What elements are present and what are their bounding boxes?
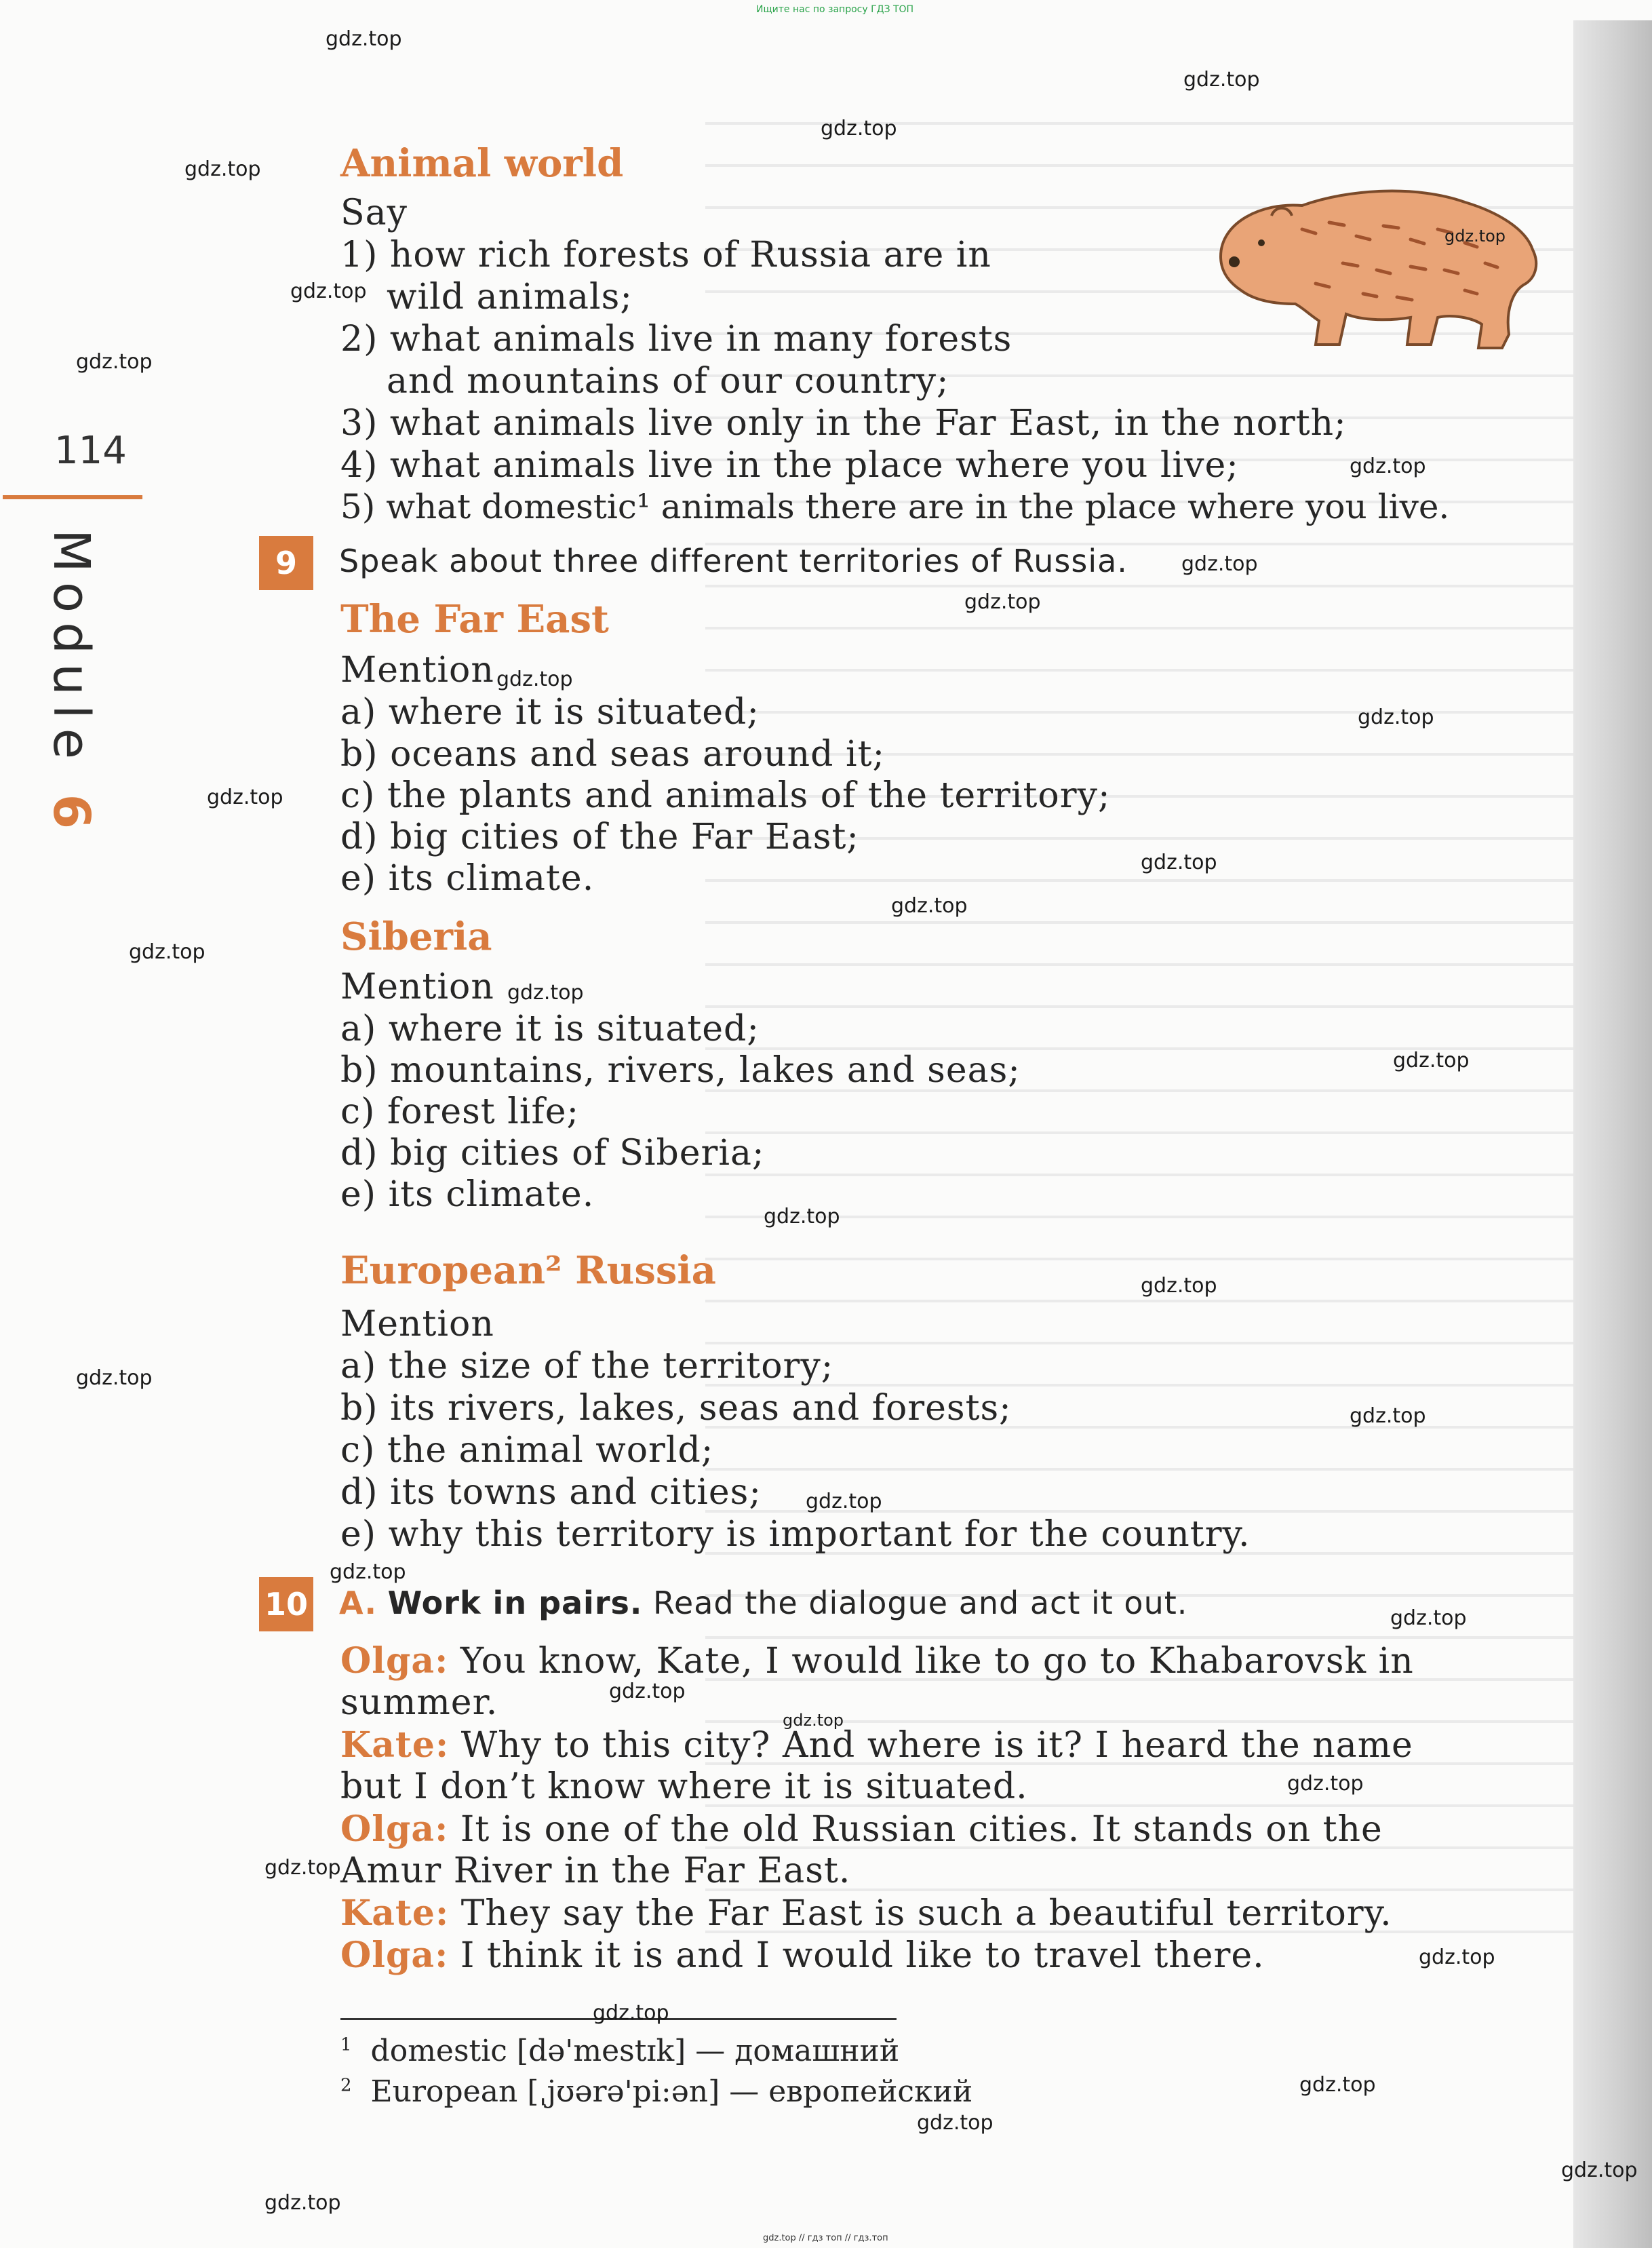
dialogue-speaker: Olga: — [340, 1935, 449, 1976]
task-9-instruction: Speak about three different territories of Russia. — [339, 543, 1128, 579]
watermark: gdz.top — [1287, 1772, 1364, 1796]
watermark: gdz.top — [76, 350, 153, 374]
footnote-2 — [340, 2074, 972, 2109]
watermark: gdz.top — [964, 590, 1041, 614]
dialogue-line-3-cont: Amur River in the Far East. — [340, 1850, 851, 1891]
module-word: Module — [42, 529, 100, 769]
dialogue-speaker: Olga: — [340, 1640, 449, 1682]
animal-world-heading: Animal world — [340, 141, 624, 186]
say-label: Say — [340, 193, 408, 233]
task-10-instruction-line — [339, 1585, 1187, 1621]
watermark: gdz.top — [1141, 1274, 1217, 1298]
animal-world-line-3: 2) what animals live in many forests — [340, 319, 1012, 360]
dialogue-speaker: Olga: — [340, 1808, 449, 1850]
page-number-rule — [3, 495, 142, 499]
task-10-label: A. — [339, 1585, 377, 1621]
european-russia-item-a: a) the size of the territory; — [340, 1346, 834, 1387]
animal-world-line-4: and mountains of our country; — [387, 361, 949, 402]
dialogue-text: Why to this city? And where is it? I heard the name — [460, 1725, 1413, 1766]
watermark: gdz.top — [129, 940, 205, 964]
watermark: gdz.top — [1419, 1945, 1495, 1969]
watermark: gdz.top — [1444, 227, 1506, 246]
european-russia-item-d: d) its towns and cities; — [340, 1472, 762, 1513]
far-east-item-d: d) big cities of the Far East; — [340, 817, 859, 857]
watermark: gdz.top — [496, 667, 573, 691]
watermark: gdz.top — [891, 894, 968, 918]
animal-world-line-7: 5) what domestic¹ animals there are in the place where you live. — [340, 487, 1450, 526]
page-edge-shadow — [1573, 20, 1652, 2248]
footnote-1 — [340, 2034, 899, 2068]
task-10-bold-instruction: Work in pairs. — [387, 1585, 643, 1621]
task-9-number: 9 — [259, 536, 313, 590]
animal-world-line-6: 4) what animals live in the place where you live; — [340, 445, 1239, 486]
watermark: gdz.top — [1350, 1404, 1426, 1428]
animal-world-line-5: 3) what animals live only in the Far East, in the north; — [340, 403, 1347, 444]
dialogue-line-4 — [340, 1893, 1392, 1934]
european-russia-item-b: b) its rivers, lakes, seas and forests; — [340, 1388, 1012, 1429]
watermark: gdz.top — [783, 1711, 844, 1730]
watermark: gdz.top — [1393, 1049, 1470, 1072]
watermark: gdz.top — [806, 1490, 882, 1513]
watermark: gdz.top — [264, 1856, 341, 1880]
far-east-item-b: b) oceans and seas around it; — [340, 734, 886, 775]
siberia-heading: Siberia — [340, 914, 492, 959]
siberia-item-e: e) its climate. — [340, 1174, 595, 1215]
european-russia-item-e: e) why this territory is important for the country. — [340, 1514, 1251, 1555]
watermark: gdz.top — [1141, 851, 1217, 874]
watermark: gdz.top — [76, 1366, 153, 1390]
footnote-text: domestic [də'mestɪk] — домашний — [370, 2034, 900, 2068]
dialogue-line-3 — [340, 1808, 1383, 1850]
siberia-mention: Mention — [340, 967, 494, 1007]
watermark: gdz.top — [1183, 68, 1260, 92]
dialogue-text: I think it is and I would like to travel there. — [460, 1935, 1265, 1976]
watermark: gdz.top — [609, 1680, 686, 1703]
watermark: gdz.top — [917, 2111, 994, 2135]
watermark: gdz.top — [593, 2001, 669, 2025]
far-east-item-a: a) where it is situated; — [340, 692, 760, 733]
module-tab — [42, 529, 100, 838]
european-russia-item-c: c) the animal world; — [340, 1430, 714, 1471]
watermark: gdz.top — [821, 117, 897, 140]
european-russia-mention: Mention — [340, 1304, 494, 1344]
watermark: gdz.top — [184, 157, 261, 181]
watermark: gdz.top — [1390, 1606, 1467, 1630]
siberia-item-b: b) mountains, rivers, lakes and seas; — [340, 1050, 1021, 1091]
far-east-mention: Mention — [340, 650, 494, 691]
watermark: gdz.top — [326, 27, 402, 51]
siberia-item-c: c) forest life; — [340, 1091, 580, 1132]
dialogue-line-2-cont: but I don’t know where it is situated. — [340, 1766, 1028, 1807]
footnote-text: European [ˌjʊərə'pi:ən] — европейский — [370, 2074, 973, 2109]
far-east-heading: The Far East — [340, 597, 609, 642]
dialogue-line-5 — [340, 1935, 1265, 1976]
far-east-item-e: e) its climate. — [340, 858, 595, 899]
module-number: 6 — [42, 794, 100, 839]
animal-world-line-2: wild animals; — [387, 277, 633, 317]
task-10-number: 10 — [259, 1577, 313, 1631]
dialogue-speaker: Kate: — [340, 1893, 450, 1934]
animal-world-line-1: 1) how rich forests of Russia are in — [340, 235, 991, 275]
watermark: gdz.top — [207, 786, 283, 809]
dialogue-line-2 — [340, 1724, 1413, 1766]
dialogue-text: You know, Kate, I would like to go to Khabarovsk in — [460, 1641, 1414, 1682]
bottom-note: gdz.top // гдз топ // гдз.топ — [763, 2233, 888, 2243]
bear-illustration — [1194, 175, 1546, 365]
dialogue-line-1-cont: summer. — [340, 1682, 498, 1723]
siberia-item-a: a) where it is situated; — [340, 1009, 760, 1049]
top-note: Ищите нас по запросу ГДЗ ТОП — [756, 4, 914, 15]
watermark: gdz.top — [290, 279, 367, 303]
dialogue-speaker: Kate: — [340, 1724, 450, 1766]
watermark: gdz.top — [1561, 2158, 1638, 2182]
watermark: gdz.top — [1181, 552, 1258, 576]
watermark: gdz.top — [764, 1205, 840, 1228]
footnote-mark: 1 — [340, 2034, 352, 2055]
siberia-item-d: d) big cities of Siberia; — [340, 1133, 765, 1174]
watermark: gdz.top — [1350, 454, 1426, 478]
watermark: gdz.top — [330, 1560, 406, 1584]
european-russia-heading: European² Russia — [340, 1248, 716, 1293]
watermark: gdz.top — [1299, 2073, 1376, 2097]
task-10-instruction: Read the dialogue and act it out. — [653, 1585, 1188, 1621]
watermark: gdz.top — [1358, 705, 1434, 729]
watermark: gdz.top — [507, 981, 584, 1005]
watermark: gdz.top — [264, 2191, 341, 2215]
dialogue-text: It is one of the old Russian cities. It stands on the — [460, 1809, 1383, 1850]
dialogue-text: They say the Far East is such a beautiful territory. — [460, 1893, 1392, 1934]
page-number: 114 — [54, 429, 127, 473]
dialogue-line-1 — [340, 1640, 1414, 1682]
far-east-item-c: c) the plants and animals of the territory; — [340, 775, 1111, 816]
footnote-mark: 2 — [340, 2075, 352, 2096]
